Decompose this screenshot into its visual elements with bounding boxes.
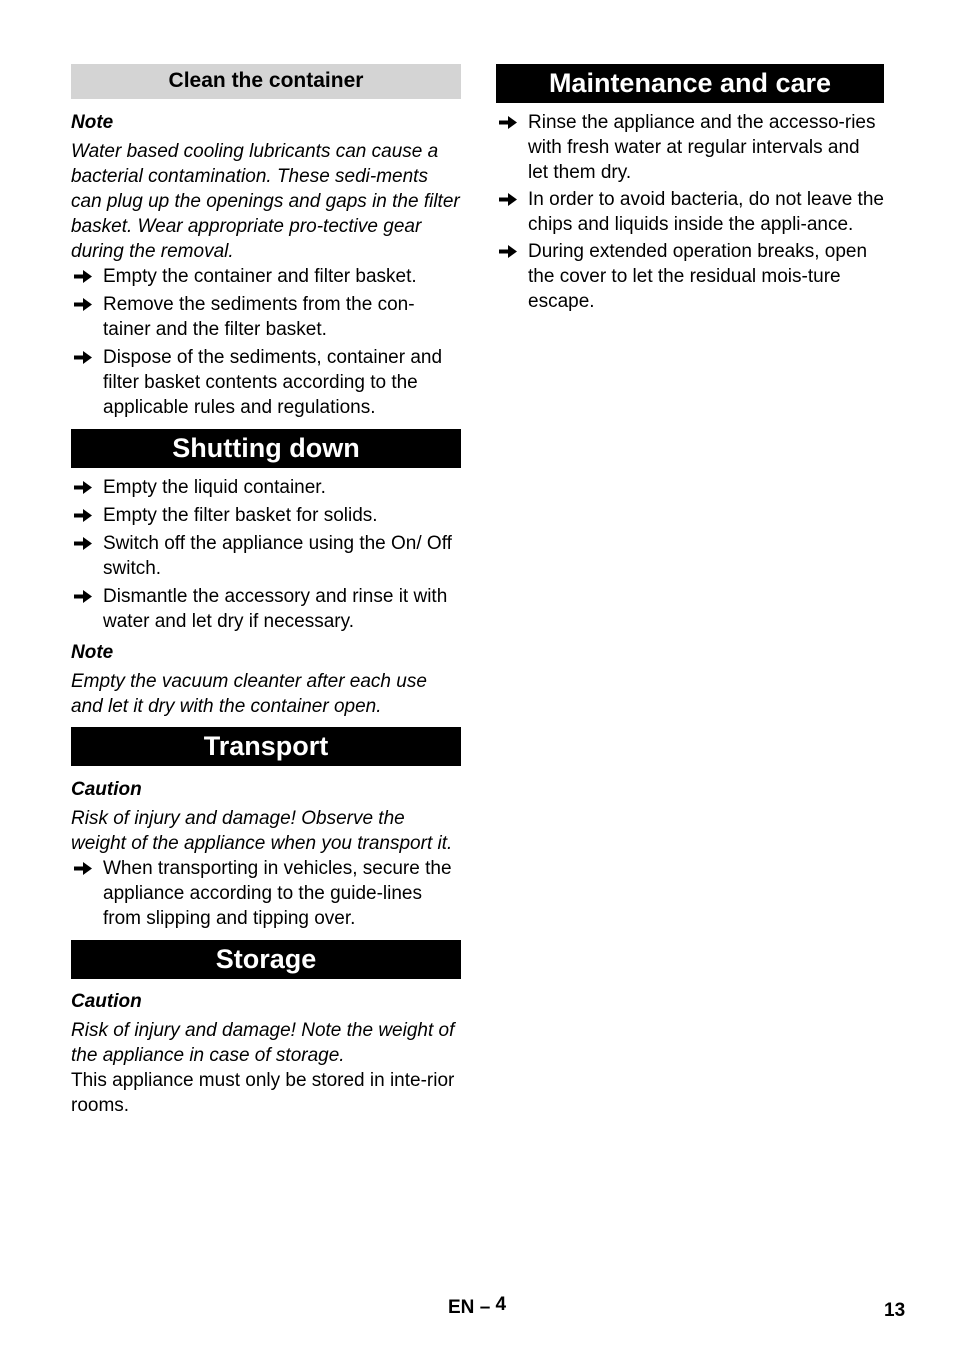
- note-label: Note: [71, 112, 114, 133]
- right-arrow-icon: [74, 481, 92, 494]
- left-column: [71, 64, 461, 1118]
- clean-container-heading: Clean the container: [71, 64, 461, 99]
- list-item: When transporting in vehicles, secure the appliance according to the guide-lines from slipping and tipping over.: [71, 856, 461, 931]
- caution-text: Risk of injury and damage! Note the weight of the appliance in case of storage.: [71, 1020, 455, 1066]
- list-item: Empty the filter basket for solids.: [71, 503, 461, 528]
- footer-section-label: [448, 1294, 507, 1319]
- caution-label: Caution: [71, 779, 142, 800]
- right-arrow-icon: [74, 298, 92, 311]
- list-item: Empty the container and filter basket.: [71, 264, 461, 289]
- right-arrow-icon: [499, 193, 517, 206]
- storage-text: This appliance must only be stored in inte-rior rooms.: [71, 1070, 455, 1116]
- footer-section-page: 4: [495, 1294, 507, 1315]
- transport-steps: [71, 856, 461, 931]
- caution-label: Caution: [71, 991, 142, 1012]
- transport-heading: Transport: [71, 727, 461, 766]
- list-item: During extended operation breaks, open the cover to let the residual mois-ture escape.: [496, 239, 884, 314]
- list-item: Rinse the appliance and the accesso-ries with fresh water at regular intervals and let them dry.: [496, 110, 884, 185]
- right-arrow-icon: [499, 245, 517, 258]
- right-arrow-icon: [74, 509, 92, 522]
- maintenance-heading: Maintenance and care: [496, 64, 884, 103]
- list-item: Empty the liquid container.: [71, 475, 461, 500]
- right-arrow-icon: [74, 590, 92, 603]
- caution-text: Risk of injury and damage! Observe the weight of the appliance when you transport it.: [71, 808, 453, 854]
- footer-lang: EN: [448, 1297, 475, 1318]
- note-label: Note: [71, 642, 114, 663]
- right-arrow-icon: [74, 862, 92, 875]
- list-item: Dismantle the accessory and rinse it with water and let dry if necessary.: [71, 584, 461, 634]
- shutting-down-steps: [71, 475, 461, 634]
- clean-container-steps: [71, 264, 461, 420]
- shutting-down-heading: Shutting down: [71, 429, 461, 468]
- list-item: Dispose of the sediments, container and filter basket contents according to the applicable rules and regulations.: [71, 345, 461, 420]
- maintenance-steps: [496, 110, 884, 314]
- list-item: Remove the sediments from the con-tainer and the filter basket.: [71, 292, 461, 342]
- right-arrow-icon: [74, 270, 92, 283]
- note-text: Water based cooling lubricants can cause a bacterial contamination. These sedi-ments can plug up the openings and gaps in the filter basket. Wear appropriate pro-tective gear during the removal.: [71, 141, 460, 262]
- list-item: Switch off the appliance using the On/ Off switch.: [71, 531, 461, 581]
- page-number: 13: [884, 1300, 906, 1321]
- right-column: [496, 64, 884, 314]
- storage-heading: Storage: [71, 940, 461, 979]
- right-arrow-icon: [499, 116, 517, 129]
- list-item: In order to avoid bacteria, do not leave the chips and liquids inside the appli-ance.: [496, 187, 884, 237]
- note-text: Empty the vacuum cleanter after each use and let it dry with the container open.: [71, 671, 427, 717]
- right-arrow-icon: [74, 351, 92, 364]
- right-arrow-icon: [74, 537, 92, 550]
- footer-dash: –: [479, 1297, 491, 1318]
